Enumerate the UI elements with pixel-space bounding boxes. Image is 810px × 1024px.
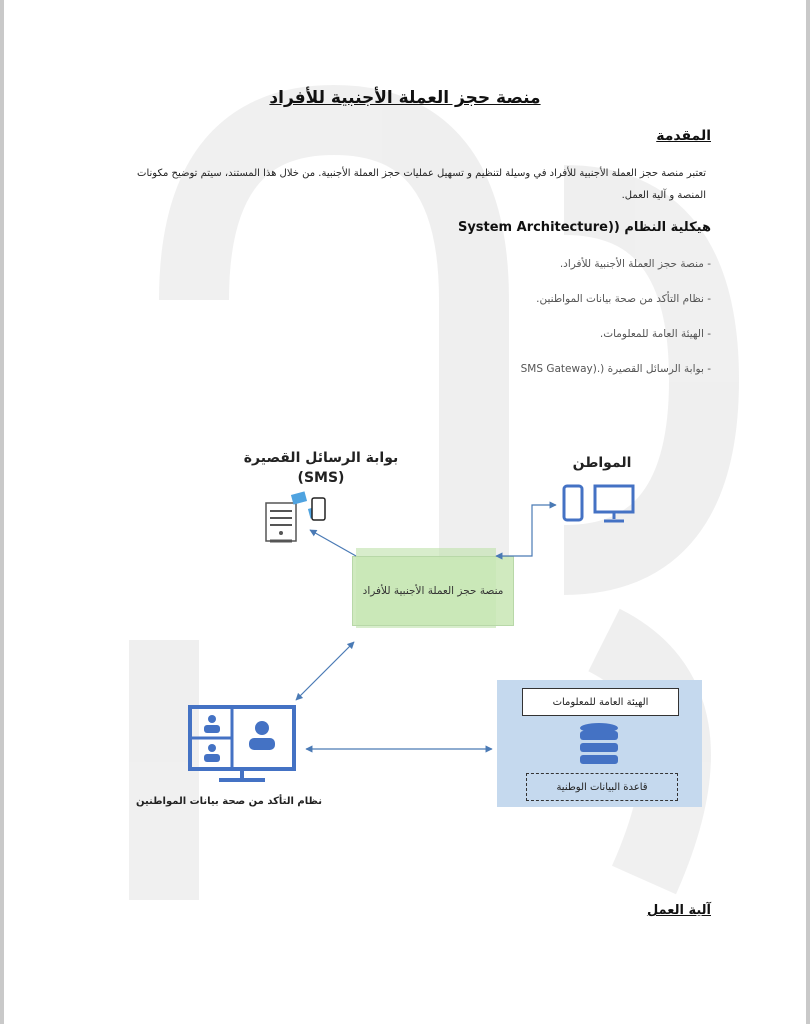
gai-label: الهيئة العامة للمعلومات [522, 688, 679, 716]
intro-paragraph: تعتبر منصة حجز العملة الأجنبية للأفراد في وسيلة لتنظيم و تسهيل عمليات حجز العملة الأجنبية. من خلال هذا المستند، سيتم توضيح مكونات المنصة و آلية العمل. [137, 168, 706, 201]
citizen-label: المواطن [572, 455, 632, 471]
document-page [4, 0, 806, 1024]
sms-gateway-label-line2: (SMS) [297, 470, 345, 486]
mobile-phone-icon [564, 486, 582, 520]
database-icon [580, 723, 618, 764]
intro-heading: المقدمة [656, 128, 711, 144]
mechanism-heading: آلية العمل [646, 903, 711, 918]
architecture-heading: هيكلية النظام ((System Architecture [457, 220, 711, 235]
server-icon [266, 503, 296, 541]
desktop-monitor-icon [595, 486, 633, 521]
connection-arrows [296, 505, 556, 749]
video-conference-icon [190, 707, 294, 780]
list-item: - نظام التأكد من صحة بيانات المواطنين. [536, 293, 711, 305]
platform-box: منصة حجز العملة الأجنبية للأفراد [352, 556, 514, 626]
document-title: منصة حجز العملة الأجنبية للأفراد [269, 88, 541, 108]
list-item: - بوابة الرسائل القصيرة (.(SMS Gateway [520, 363, 711, 375]
verification-label: نظام التأكد من صحة بيانات المواطنين [135, 796, 323, 807]
list-item: - منصة حجز العملة الأجنبية للأفراد. [559, 258, 711, 270]
mobile-phone-icon [312, 498, 325, 520]
list-item: - الهيئة العامة للمعلومات. [599, 328, 711, 340]
national-db-label: قاعدة البيانات الوطنية [526, 773, 678, 801]
sms-gateway-label-line1: بوابة الرسائل القصيرة [243, 450, 399, 466]
architecture-diagram [4, 0, 806, 1024]
